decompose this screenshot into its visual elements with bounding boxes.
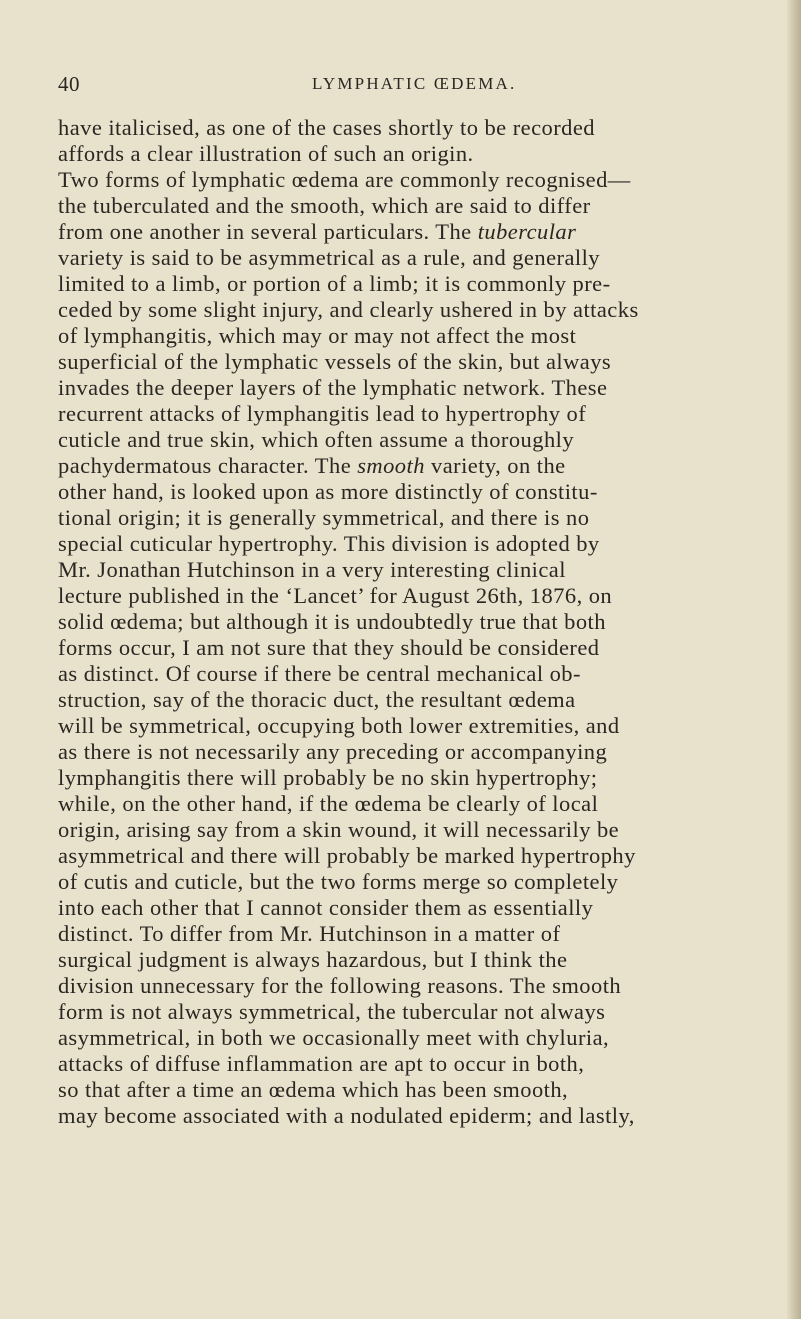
text-segment: variety is said to be asymmetrical as a rule, and generally [58, 245, 600, 270]
text-segment: have italicised, as one of the cases shortly to be recorded [58, 115, 595, 140]
text-line [58, 765, 798, 791]
text-line [58, 1103, 798, 1129]
text-segment: distinct. To differ from Mr. Hutchinson in a matter of [58, 921, 561, 946]
text-line [58, 167, 798, 193]
text-segment: origin, arising say from a skin wound, it will necessarily be [58, 817, 620, 842]
text-segment: recurrent attacks of lymphangitis lead to hypertrophy of [58, 401, 587, 426]
text-segment: from one another in several particulars. The [58, 219, 478, 244]
text-line [58, 453, 798, 479]
text-line [58, 271, 798, 297]
text-line [58, 1025, 798, 1051]
text-line [58, 219, 798, 245]
text-line [58, 999, 798, 1025]
text-line [58, 505, 798, 531]
text-segment: superficial of the lymphatic vessels of the skin, but always [58, 349, 612, 374]
text-line [58, 427, 798, 453]
text-segment: as distinct. Of course if there be central mechanical ob- [58, 661, 581, 686]
text-line [58, 531, 798, 557]
text-segment: may become associated with a nodulated epiderm; and lastly, [58, 1103, 635, 1128]
text-segment: into each other that I cannot consider them as essentially [58, 895, 594, 920]
text-segment: cuticle and true skin, which often assume a thoroughly [58, 427, 575, 452]
page-header [0, 72, 801, 106]
text-segment: asymmetrical, in both we occasionally meet with chyluria, [58, 1025, 610, 1050]
text-line [58, 739, 798, 765]
text-segment: while, on the other hand, if the œdema be clearly of local [58, 791, 599, 816]
running-head: LYMPHATIC ŒDEMA. [312, 74, 517, 93]
text-segment: so that after a time an œdema which has been smooth, [58, 1077, 569, 1102]
text-line [58, 791, 798, 817]
text-line [58, 583, 798, 609]
text-segment: Mr. Jonathan Hutchinson in a very interesting clinical [58, 557, 566, 582]
text-line [58, 687, 798, 713]
italic-term: tubercular [477, 219, 577, 244]
text-segment: pachydermatous character. The [58, 453, 358, 478]
text-line [58, 141, 798, 167]
text-segment: the tuberculated and the smooth, which are said to differ [58, 193, 591, 218]
text-segment: variety, on the [424, 453, 566, 478]
text-segment: tional origin; it is generally symmetrical, and there is no [58, 505, 590, 530]
text-line [58, 323, 798, 349]
body-text [58, 115, 798, 1129]
text-line [58, 479, 798, 505]
text-line [58, 843, 798, 869]
text-segment: limited to a limb, or portion of a limb; it is commonly pre- [58, 271, 611, 296]
text-line [58, 349, 798, 375]
text-line [58, 661, 798, 687]
text-segment: other hand, is looked upon as more distinctly of constitu- [58, 479, 598, 504]
text-segment: solid œdema; but although it is undoubtedly true that both [58, 609, 606, 634]
text-line [58, 921, 798, 947]
text-line [58, 375, 798, 401]
text-segment: Two forms of lymphatic œdema are commonly recognised— [58, 167, 631, 192]
text-line [58, 297, 798, 323]
text-line [58, 1051, 798, 1077]
text-segment: ceded by some slight injury, and clearly ushered in by attacks [58, 297, 639, 322]
text-line [58, 869, 798, 895]
text-segment: invades the deeper layers of the lymphatic network. These [58, 375, 608, 400]
text-line [58, 973, 798, 999]
text-segment: asymmetrical and there will probably be marked hypertrophy [58, 843, 636, 868]
text-line [58, 401, 798, 427]
text-segment: form is not always symmetrical, the tubercular not always [58, 999, 606, 1024]
text-line [58, 635, 798, 661]
text-segment: of lymphangitis, which may or may not affect the most [58, 323, 577, 348]
text-line [58, 713, 798, 739]
text-segment: special cuticular hypertrophy. This division is adopted by [58, 531, 600, 556]
text-segment: attacks of diffuse inflammation are apt to occur in both, [58, 1051, 585, 1076]
text-line [58, 609, 798, 635]
text-segment: will be symmetrical, occupying both lower extremities, and [58, 713, 620, 738]
text-segment: division unnecessary for the following reasons. The smooth [58, 973, 622, 998]
text-segment: as there is not necessarily any preceding or accompanying [58, 739, 608, 764]
page-number: 40 [58, 72, 80, 96]
text-segment: surgical judgment is always hazardous, but I think the [58, 947, 568, 972]
text-segment: lymphangitis there will probably be no skin hypertrophy; [58, 765, 598, 790]
text-segment: affords a clear illustration of such an origin. [58, 141, 474, 166]
italic-term: smooth [357, 453, 425, 478]
text-line [58, 1077, 798, 1103]
text-line [58, 895, 798, 921]
text-segment: lecture published in the ‘Lancet’ for August 26th, 1876, on [58, 583, 613, 608]
text-line [58, 245, 798, 271]
text-line [58, 817, 798, 843]
text-line [58, 193, 798, 219]
text-line [58, 115, 798, 141]
text-line [58, 557, 798, 583]
text-segment: forms occur, I am not sure that they should be considered [58, 635, 600, 660]
text-line [58, 947, 798, 973]
text-segment: struction, say of the thoracic duct, the resultant œdema [58, 687, 576, 712]
text-segment: of cutis and cuticle, but the two forms merge so completely [58, 869, 619, 894]
